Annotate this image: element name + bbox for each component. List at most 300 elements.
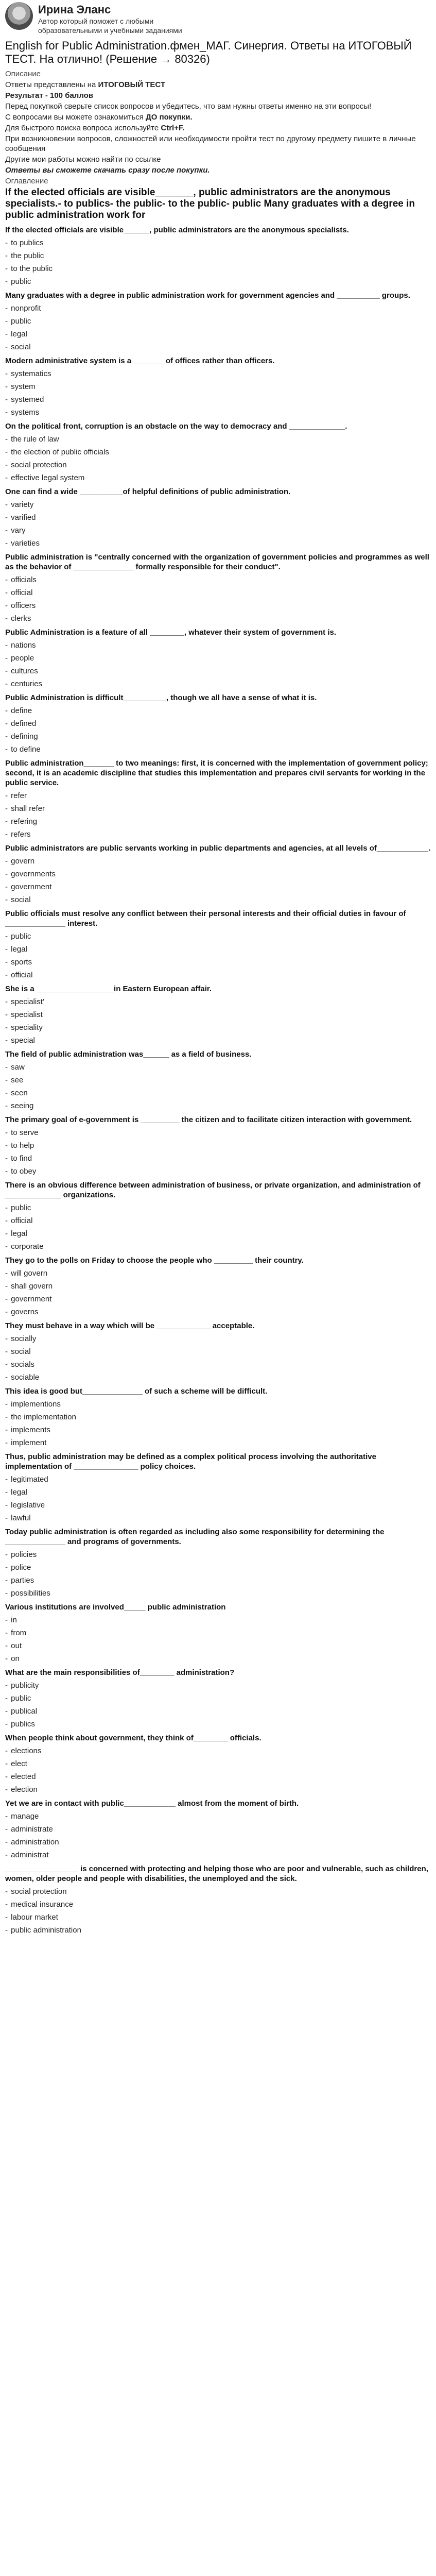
answer-options	[5, 791, 431, 839]
option-text: election	[11, 1785, 38, 1794]
option-bullet: -	[5, 526, 10, 535]
answer-option	[5, 1681, 431, 1690]
answer-option	[5, 1154, 431, 1163]
answer-options	[5, 1399, 431, 1448]
option-bullet: -	[5, 1641, 10, 1650]
answer-option	[5, 1307, 431, 1317]
question-text: One can find a wide __________of helpful definitions of public administration.	[5, 487, 291, 496]
question-block	[5, 552, 431, 623]
answer-option	[5, 1887, 431, 1896]
question-block	[5, 843, 431, 905]
answer-option	[5, 513, 431, 522]
option-bullet: -	[5, 1563, 10, 1572]
option-text: official	[11, 588, 33, 597]
option-text: on	[11, 1654, 20, 1663]
answer-option	[5, 1360, 431, 1369]
option-bullet: -	[5, 513, 10, 522]
answer-options	[5, 238, 431, 286]
option-text: public	[11, 1204, 31, 1212]
option-bullet: -	[5, 1501, 10, 1510]
option-bullet: -	[5, 971, 10, 979]
option-bullet: -	[5, 932, 10, 941]
answer-options	[5, 1062, 431, 1111]
answer-option	[5, 1036, 431, 1045]
questions-bold: ДО покупки.	[146, 113, 193, 122]
answer-option	[5, 1900, 431, 1909]
option-bullet: -	[5, 1154, 10, 1163]
option-text: government	[11, 1295, 52, 1303]
option-bullet: -	[5, 1488, 10, 1497]
answer-option	[5, 1588, 431, 1598]
option-bullet: -	[5, 304, 10, 313]
toc-label: Оглавление	[5, 177, 48, 185]
answer-option	[5, 1101, 431, 1111]
option-bullet: -	[5, 895, 10, 904]
option-bullet: -	[5, 343, 10, 351]
question-text: Public administration_______ to two meanings: first, it is concerned with the implementation of government policy; second, it is an academic discipline that studies this implementation and prepares civil servants for working in the public service.	[5, 759, 428, 787]
option-text: public	[11, 1694, 31, 1703]
option-bullet: -	[5, 1681, 10, 1690]
question-text: Many graduates with a degree in public administration work for government agencies and __________ groups.	[5, 291, 410, 300]
question-text: Public officials must resolve any conflict between their personal interests and their official duties in favour of ______________ interest.	[5, 909, 406, 928]
question-block	[5, 487, 431, 548]
option-text: publics	[11, 1720, 35, 1728]
option-text: variety	[11, 500, 34, 509]
option-bullet: -	[5, 1747, 10, 1755]
option-text: lawful	[11, 1514, 31, 1522]
option-bullet: -	[5, 1900, 10, 1909]
option-text: define	[11, 706, 32, 715]
option-text: speciality	[11, 1023, 43, 1032]
option-bullet: -	[5, 1204, 10, 1212]
answer-option	[5, 1912, 431, 1922]
option-text: implement	[11, 1438, 47, 1447]
question-block	[5, 225, 431, 286]
answer-option	[5, 473, 431, 483]
question-text: They must behave in a way which will be _____________acceptable.	[5, 1321, 255, 1330]
option-text: legal	[11, 1488, 27, 1497]
option-bullet: -	[5, 1629, 10, 1637]
option-text: vary	[11, 526, 26, 535]
question-block	[5, 909, 431, 980]
option-bullet: -	[5, 1438, 10, 1447]
option-text: sports	[11, 958, 32, 967]
option-bullet: -	[5, 883, 10, 891]
option-bullet: -	[5, 1282, 10, 1291]
answer-option	[5, 997, 431, 1007]
option-text: refer	[11, 791, 27, 800]
option-text: saw	[11, 1063, 25, 1072]
answer-option	[5, 601, 431, 611]
answer-options	[5, 1475, 431, 1523]
option-text: see	[11, 1076, 24, 1084]
option-text: sociable	[11, 1373, 40, 1382]
answer-option	[5, 829, 431, 839]
option-bullet: -	[5, 601, 10, 610]
answer-option	[5, 588, 431, 598]
answer-options	[5, 1811, 431, 1860]
option-text: legal	[11, 945, 27, 954]
option-bullet: -	[5, 1089, 10, 1097]
answer-option	[5, 316, 431, 326]
answer-option	[5, 856, 431, 866]
option-text: the public	[11, 251, 44, 260]
option-bullet: -	[5, 473, 10, 482]
option-text: police	[11, 1563, 31, 1572]
answer-options	[5, 575, 431, 623]
answer-option	[5, 744, 431, 754]
option-bullet: -	[5, 539, 10, 548]
answer-option	[5, 640, 431, 650]
answer-option	[5, 264, 431, 274]
option-text: official	[11, 1216, 33, 1225]
option-bullet: -	[5, 1654, 10, 1663]
answer-option	[5, 1268, 431, 1278]
answer-option	[5, 1563, 431, 1572]
answer-options	[5, 500, 431, 548]
answer-option	[5, 1475, 431, 1484]
answer-option	[5, 369, 431, 379]
option-text: possibilities	[11, 1589, 50, 1598]
answer-option	[5, 791, 431, 801]
question-text: Public administrators are public servants working in public departments and agencies, at all levels of____________.	[5, 844, 431, 853]
answer-option	[5, 1372, 431, 1382]
option-text: administrat	[11, 1851, 49, 1859]
option-bullet: -	[5, 614, 10, 623]
option-text: centuries	[11, 680, 43, 688]
option-text: implementions	[11, 1400, 61, 1409]
answer-options	[5, 303, 431, 352]
answer-option	[5, 804, 431, 814]
option-bullet: -	[5, 500, 10, 509]
answer-option	[5, 931, 431, 941]
option-text: to define	[11, 745, 41, 754]
search-bold: Ctrl+F.	[161, 124, 185, 132]
option-text: administration	[11, 1838, 59, 1846]
option-text: policies	[11, 1550, 37, 1559]
option-bullet: -	[5, 1475, 10, 1484]
option-text: nonprofit	[11, 304, 41, 313]
option-text: public	[11, 932, 31, 941]
option-text: system	[11, 382, 36, 391]
question-text: When people think about government, they think of________ officials.	[5, 1734, 261, 1742]
answer-option	[5, 1772, 431, 1782]
question-block	[5, 1321, 431, 1382]
answer-option	[5, 1242, 431, 1251]
option-text: systemed	[11, 395, 44, 404]
option-text: socials	[11, 1360, 35, 1369]
answer-option	[5, 614, 431, 623]
answer-options	[5, 706, 431, 754]
option-text: legal	[11, 1229, 27, 1238]
option-text: out	[11, 1641, 22, 1650]
option-bullet: -	[5, 461, 10, 469]
option-bullet: -	[5, 1023, 10, 1032]
answer-option	[5, 679, 431, 689]
page-title: English for Public Administration.фмен_МАГ. Синергия. Ответы на ИТОГОВЫЙ ТЕСТ. На отлично! (Решение → 80326)	[5, 39, 412, 65]
option-bullet: -	[5, 870, 10, 878]
question-block	[5, 1799, 431, 1860]
answer-option	[5, 575, 431, 585]
option-text: corporate	[11, 1242, 44, 1251]
option-text: to find	[11, 1154, 32, 1163]
answer-option	[5, 869, 431, 879]
answer-option	[5, 1654, 431, 1664]
question-text: Today public administration is often regarded as including also some responsibility for determining the ______________ and programs of governments.	[5, 1528, 385, 1546]
option-text: manage	[11, 1812, 39, 1821]
option-bullet: -	[5, 1128, 10, 1137]
option-text: legitimated	[11, 1475, 48, 1484]
option-bullet: -	[5, 1616, 10, 1624]
option-bullet: -	[5, 1785, 10, 1794]
answer-option	[5, 1615, 431, 1625]
option-text: social protection	[11, 461, 67, 469]
questions-list	[5, 225, 431, 1935]
answer-option	[5, 382, 431, 392]
answer-options	[5, 931, 431, 980]
answer-option	[5, 460, 431, 470]
answer-option	[5, 1824, 431, 1834]
question-text: This idea is good but______________ of such a scheme will be difficult.	[5, 1387, 268, 1396]
answer-option	[5, 1487, 431, 1497]
question-text: Thus, public administration may be defined as a complex political process involving the authoritative implementation of _______________ policy choices.	[5, 1452, 376, 1471]
answer-option	[5, 1513, 431, 1523]
option-bullet: -	[5, 719, 10, 728]
answer-options	[5, 1615, 431, 1664]
answer-option	[5, 1706, 431, 1716]
option-text: officers	[11, 601, 36, 610]
answer-option	[5, 251, 431, 261]
answer-option	[5, 1550, 431, 1560]
option-bullet: -	[5, 1825, 10, 1834]
answer-option	[5, 1412, 431, 1422]
answers-prefix: Ответы представлены на	[5, 80, 98, 89]
option-bullet: -	[5, 1550, 10, 1559]
answer-option	[5, 1334, 431, 1344]
option-text: socially	[11, 1334, 37, 1343]
answer-option	[5, 1500, 431, 1510]
answer-options	[5, 369, 431, 417]
check-notice: Перед покупкой сверьте список вопросов и убедитесь, что вам нужны ответы именно на эти вопросы!	[5, 102, 372, 111]
answer-option	[5, 882, 431, 892]
answer-option	[5, 1128, 431, 1138]
answer-option	[5, 817, 431, 826]
answer-option	[5, 1347, 431, 1357]
option-text: people	[11, 654, 34, 663]
option-bullet: -	[5, 1010, 10, 1019]
question-text: On the political front, corruption is an obstacle on the way to democracy and _____________.	[5, 422, 347, 431]
answer-option	[5, 1438, 431, 1448]
option-bullet: -	[5, 1887, 10, 1896]
option-text: refering	[11, 817, 38, 826]
option-text: public administration	[11, 1926, 81, 1935]
option-text: systems	[11, 408, 40, 417]
option-bullet: -	[5, 1926, 10, 1935]
question-text: They go to the polls on Friday to choose the people who _________ their country.	[5, 1256, 304, 1265]
option-bullet: -	[5, 1242, 10, 1251]
question-block	[5, 1668, 431, 1729]
option-text: specialist'	[11, 997, 44, 1006]
answer-option	[5, 538, 431, 548]
answer-option	[5, 500, 431, 510]
option-text: governs	[11, 1308, 39, 1316]
option-bullet: -	[5, 706, 10, 715]
question-block	[5, 1180, 431, 1251]
question-block	[5, 984, 431, 1045]
option-text: labour market	[11, 1913, 58, 1922]
other-works-link[interactable]: Другие мои работы можно найти по ссылке	[5, 155, 161, 164]
option-text: shall refer	[11, 804, 45, 813]
option-bullet: -	[5, 1589, 10, 1598]
answer-option	[5, 329, 431, 339]
option-text: from	[11, 1629, 27, 1637]
option-bullet: -	[5, 395, 10, 404]
option-bullet: -	[5, 641, 10, 650]
option-bullet: -	[5, 1913, 10, 1922]
question-text: The field of public administration was______ as a field of business.	[5, 1050, 252, 1059]
option-text: social	[11, 895, 31, 904]
option-text: the election of public officials	[11, 448, 109, 456]
option-bullet: -	[5, 1413, 10, 1421]
question-text: She is a __________________in Eastern European affair.	[5, 985, 212, 993]
answer-options	[5, 640, 431, 689]
answer-option	[5, 526, 431, 535]
complex-notice: При возникновении вопросов, сложностей или необходимости пройти тест по другому предмету пишите в личные сообщения	[5, 134, 416, 153]
option-text: officials	[11, 575, 37, 584]
option-bullet: -	[5, 369, 10, 378]
option-bullet: -	[5, 804, 10, 813]
option-bullet: -	[5, 588, 10, 597]
option-bullet: -	[5, 1373, 10, 1382]
answer-option	[5, 1075, 431, 1085]
question-block	[5, 356, 431, 417]
answer-options	[5, 1334, 431, 1382]
option-bullet: -	[5, 958, 10, 967]
result-line: Результат - 100 баллов	[5, 91, 94, 100]
answer-option	[5, 1628, 431, 1638]
author-header	[5, 0, 431, 35]
question-text: What are the main responsibilities of________ administration?	[5, 1668, 235, 1677]
answer-options	[5, 434, 431, 483]
option-bullet: -	[5, 1101, 10, 1110]
answer-option	[5, 1693, 431, 1703]
option-bullet: -	[5, 1576, 10, 1585]
option-text: medical insurance	[11, 1900, 74, 1909]
answer-option	[5, 732, 431, 741]
option-text: social protection	[11, 1887, 67, 1896]
option-text: defining	[11, 732, 38, 741]
question-text: There is an obvious difference between administration of business, or private organization, and administration of _____________ organizations.	[5, 1181, 421, 1199]
answer-option	[5, 1010, 431, 1020]
answer-option	[5, 895, 431, 905]
option-bullet: -	[5, 1141, 10, 1150]
answer-option	[5, 303, 431, 313]
answer-options	[5, 1887, 431, 1935]
option-text: shall govern	[11, 1282, 53, 1291]
option-text: elected	[11, 1772, 36, 1781]
avatar[interactable]	[5, 2, 33, 30]
answer-option	[5, 1229, 431, 1239]
option-bullet: -	[5, 830, 10, 839]
answer-option	[5, 408, 431, 417]
option-text: social	[11, 343, 31, 351]
author-description: Автор который поможет с любыми образовательными и учебными заданиями	[38, 17, 182, 35]
option-text: to help	[11, 1141, 34, 1150]
answer-option	[5, 1141, 431, 1150]
answer-option	[5, 1719, 431, 1729]
question-block	[5, 1733, 431, 1794]
option-bullet: -	[5, 1347, 10, 1356]
question-block	[5, 693, 431, 754]
option-text: will govern	[11, 1269, 48, 1278]
answer-option	[5, 719, 431, 728]
answer-option	[5, 1811, 431, 1821]
question-text: If the elected officials are visible______, public administrators are the anonymous specialists.	[5, 226, 349, 234]
option-text: seen	[11, 1089, 28, 1097]
option-bullet: -	[5, 1269, 10, 1278]
option-bullet: -	[5, 382, 10, 391]
option-text: to the public	[11, 264, 53, 273]
author-info	[38, 2, 208, 35]
option-text: special	[11, 1036, 35, 1045]
answer-option	[5, 1203, 431, 1213]
answer-option	[5, 1281, 431, 1291]
answers-line	[5, 80, 431, 90]
option-text: publical	[11, 1707, 38, 1716]
description-block	[5, 69, 431, 186]
author-name[interactable]: Ирина Эланс	[38, 3, 111, 16]
option-text: govern	[11, 857, 35, 866]
option-text: public	[11, 277, 31, 286]
option-bullet: -	[5, 1334, 10, 1343]
answer-option	[5, 706, 431, 716]
answer-option	[5, 666, 431, 676]
option-text: elections	[11, 1747, 42, 1755]
option-bullet: -	[5, 817, 10, 826]
option-bullet: -	[5, 745, 10, 754]
option-bullet: -	[5, 1707, 10, 1716]
question-text: Public Administration is difficult__________, though we all have a sense of what it is.	[5, 693, 317, 702]
option-text: the rule of law	[11, 435, 59, 444]
question-block	[5, 758, 431, 839]
answer-options	[5, 997, 431, 1045]
after-purchase-notice: Ответы вы сможете скачать сразу после покупки.	[5, 166, 210, 175]
answer-option	[5, 447, 431, 457]
answer-option	[5, 1746, 431, 1756]
search-line	[5, 123, 431, 133]
question-text: Modern administrative system is a _______ of offices rather than officers.	[5, 357, 275, 365]
answer-option	[5, 1023, 431, 1032]
option-bullet: -	[5, 1308, 10, 1316]
option-bullet: -	[5, 1720, 10, 1728]
option-text: varieties	[11, 539, 40, 548]
option-text: to obey	[11, 1167, 37, 1176]
answer-options	[5, 1550, 431, 1598]
option-bullet: -	[5, 1216, 10, 1225]
answer-option	[5, 1850, 431, 1860]
question-block	[5, 1115, 431, 1176]
option-bullet: -	[5, 1229, 10, 1238]
answer-option	[5, 1294, 431, 1304]
option-bullet: -	[5, 1076, 10, 1084]
option-bullet: -	[5, 435, 10, 444]
option-text: parties	[11, 1576, 34, 1585]
answer-option	[5, 653, 431, 663]
question-block	[5, 628, 431, 689]
question-text: Public Administration is a feature of all ________, whatever their system of government is.	[5, 628, 336, 637]
option-text: administrate	[11, 1825, 53, 1834]
option-text: effective legal system	[11, 473, 85, 482]
